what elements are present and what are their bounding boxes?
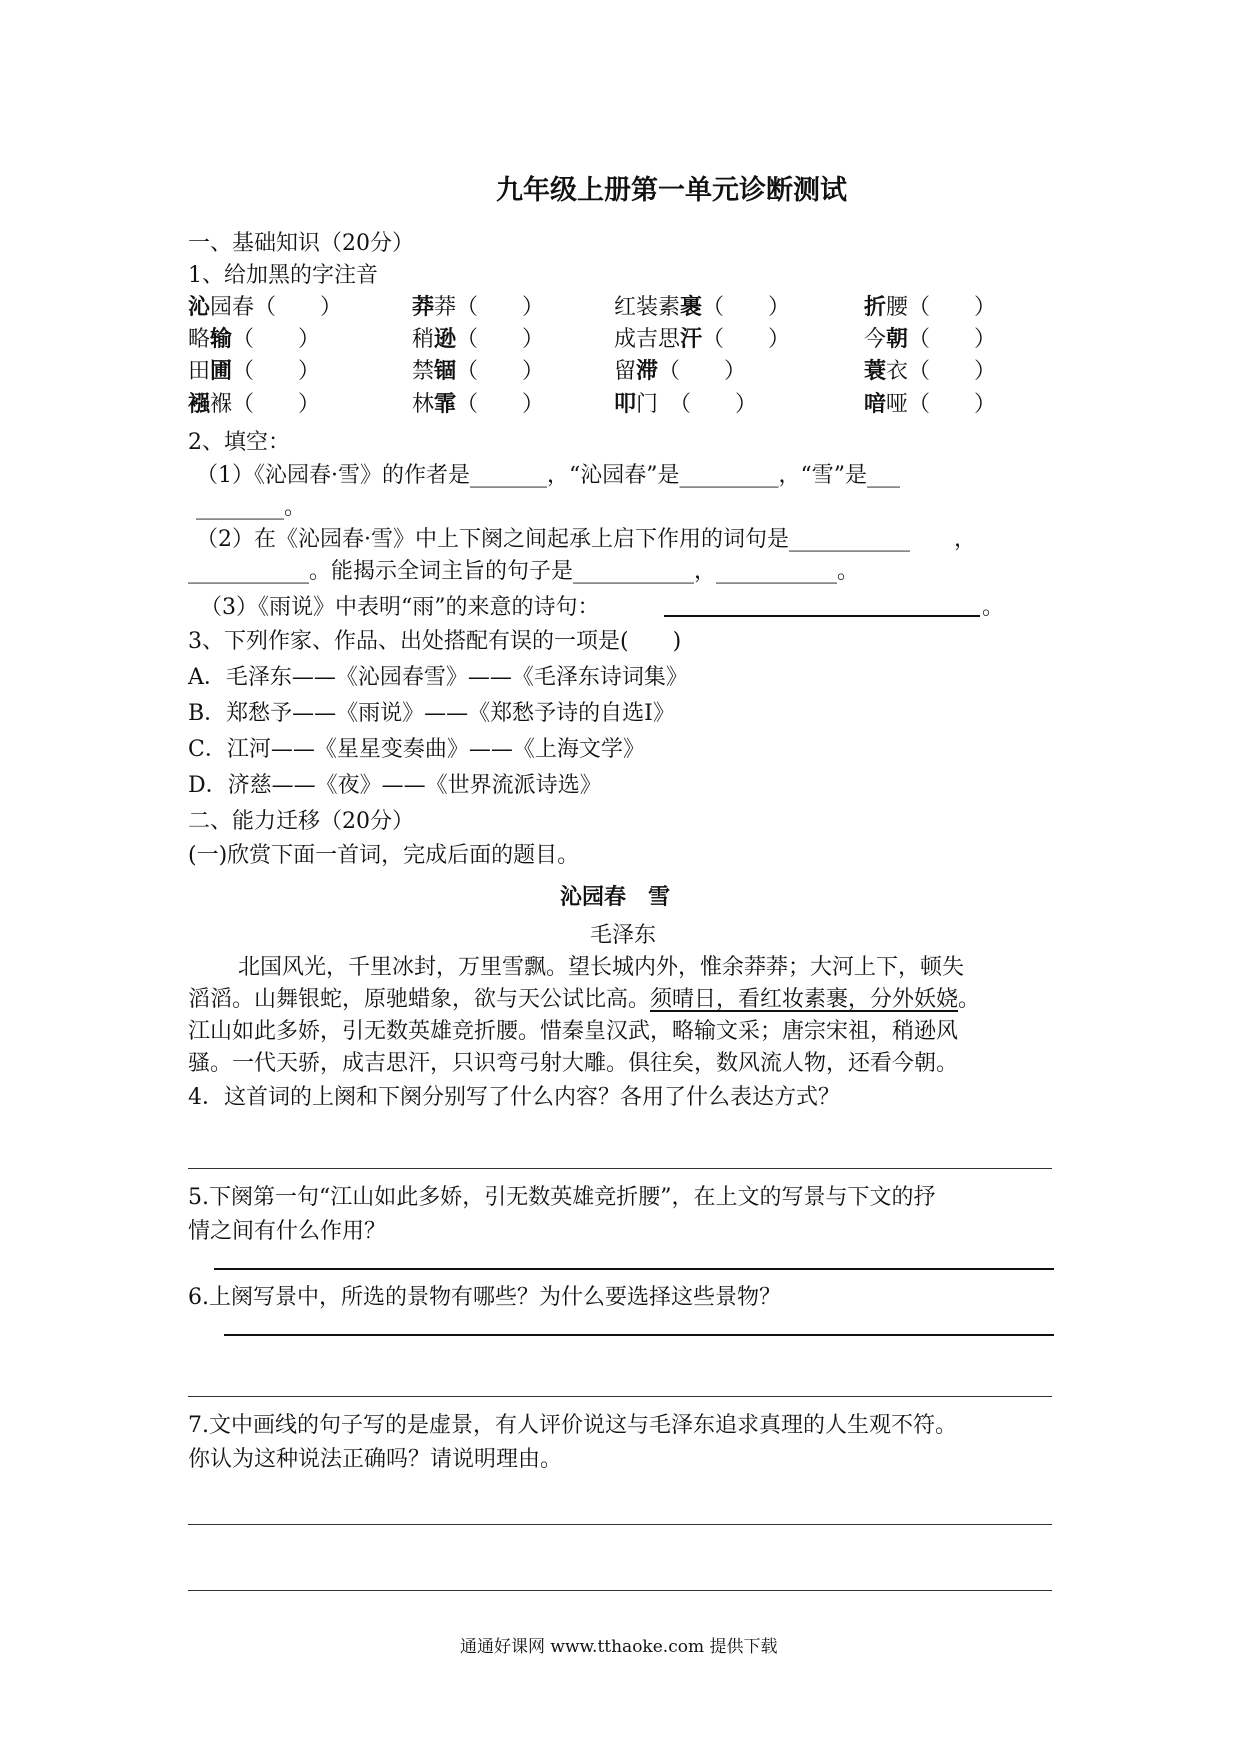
section2-heading: 二、能力迁移（20分）	[188, 809, 414, 834]
underlined-sentence: 须晴日，看红妆素裹，分外妖娆	[650, 987, 959, 1012]
poem-line-2: 滔滔。山舞银蛇，原驰蜡象，欲与天公试比高。须晴日，看红妆素裹，分外妖娆。	[188, 987, 981, 1012]
bold-character: 汗	[680, 326, 703, 352]
q2-line1: （1）《沁园春·雪》的作者是_______，“沁园春”是_________，“雪”是___	[196, 463, 900, 488]
pinyin-item: 莽莽（ ）	[412, 294, 545, 320]
q2-line2: （2）在《沁园春·雪》中上下阕之间起承上启下作用的词句是___________ ，	[196, 527, 976, 552]
bold-character: 喑	[864, 391, 887, 417]
q6-answer-line-1	[224, 1334, 1054, 1336]
bold-character: 逊	[434, 326, 457, 352]
q5-text-line2: 情之间有什么作用？	[188, 1219, 387, 1244]
bold-character: 襁	[188, 391, 211, 417]
pinyin-item: 略输（ ）	[188, 326, 321, 352]
bold-character: 圃	[210, 358, 233, 384]
q4-text: 4．这首词的上阕和下阕分别写了什么内容？各用了什么表达方式？	[188, 1085, 840, 1110]
section1-heading: 一、基础知识（20分）	[188, 231, 414, 256]
q7-text-line1: 7.文中画线的句子写的是虚景，有人评价说这与毛泽东追求真理的人生观不符。	[188, 1413, 957, 1438]
page-title: 九年级上册第一单元诊断测试	[496, 175, 847, 206]
q6-text: 6.上阕写景中，所选的景物有哪些？为什么要选择这些景物？	[188, 1285, 781, 1310]
poem-title: 沁园春 雪	[560, 884, 671, 910]
q1-label: 1、给加黑的字注音	[188, 263, 378, 288]
section2-sub: (一)欣赏下面一首词，完成后面的题目。	[188, 843, 580, 868]
bold-character: 滞	[636, 358, 659, 384]
poem-line-1: 北国风光，千里冰封，万里雪飘。望长城内外，惟余莽莽；大河上下，顿失	[238, 955, 965, 980]
q3-option-c: C．江河——《星星变奏曲》——《上海文学》	[188, 737, 645, 762]
q7-answer-line-2	[188, 1590, 1052, 1591]
poem-author: 毛泽东	[590, 923, 657, 948]
pinyin-item: 禁锢（ ）	[412, 358, 545, 384]
pinyin-item: 留滞（ ）	[614, 358, 747, 384]
q4-answer-line	[188, 1168, 1052, 1169]
pinyin-item: 蓑衣（ ）	[864, 358, 997, 384]
bold-character: 叩	[614, 391, 637, 417]
poem-line-4: 骚。一代天骄，成吉思汗，只识弯弓射大雕。俱往矣，数风流人物，还看今朝。	[188, 1051, 959, 1076]
q3-option-b: B．郑愁予——《雨说》——《郑愁予诗的自选Ⅰ》	[188, 701, 675, 726]
q2-label: 2、填空：	[188, 430, 290, 455]
bold-character: 折	[864, 294, 887, 320]
pinyin-item: 襁褓（ ）	[188, 391, 321, 417]
bold-character: 裹	[680, 294, 703, 320]
bold-character: 锢	[434, 358, 457, 384]
bold-character: 莽	[412, 294, 435, 320]
q2-line3: （3）《雨说》中表明“雨”的来意的诗句：	[200, 595, 600, 620]
pinyin-item: 成吉思汗（ ）	[614, 326, 791, 352]
footer-credit: 通通好课网 www.tthaoke.com 提供下载	[460, 1637, 778, 1657]
pinyin-item: 今朝（ ）	[864, 326, 997, 352]
q7-text-line2: 你认为这种说法正确吗？请说明理由。	[188, 1447, 563, 1472]
q5-answer-line	[214, 1268, 1054, 1270]
pinyin-item: 林霏（ ）	[412, 391, 545, 417]
q2-line2b: ___________。能揭示全词主旨的句子是___________，___________。	[188, 559, 860, 584]
q2-line3-end: 。	[982, 595, 1005, 620]
pinyin-item: 沁园春（ ）	[188, 294, 343, 320]
pinyin-item: 叩门 （ ）	[614, 391, 758, 417]
q2-line1b: ________。	[196, 495, 307, 520]
q3-label: 3、下列作家、作品、出处搭配有误的一项是( )	[188, 629, 682, 654]
q6-answer-line-2	[188, 1396, 1052, 1397]
q3-option-d: D．济慈——《夜》——《世界流派诗选》	[188, 773, 602, 798]
bold-character: 输	[210, 326, 233, 352]
pinyin-item: 折腰（ ）	[864, 294, 997, 320]
poem-line-3: 江山如此多娇，引无数英雄竞折腰。惜秦皇汉武，略输文采；唐宗宋祖，稍逊风	[188, 1019, 959, 1044]
bold-character: 霏	[434, 391, 457, 417]
pinyin-item: 喑哑（ ）	[864, 391, 997, 417]
bold-character: 蓑	[864, 358, 887, 384]
q3-option-a: A．毛泽东——《沁园春雪》——《毛泽东诗词集》	[188, 665, 688, 690]
pinyin-item: 稍逊（ ）	[412, 326, 545, 352]
pinyin-item: 田圃（ ）	[188, 358, 321, 384]
pinyin-item: 红装素裹（ ）	[614, 294, 791, 320]
q5-text-line1: 5.下阕第一句“江山如此多娇，引无数英雄竞折腰”，在上文的写景与下文的抒	[188, 1185, 936, 1210]
bold-character: 朝	[886, 326, 909, 352]
q2-line3-blank	[664, 615, 980, 617]
bold-character: 沁	[188, 294, 211, 320]
q7-answer-line-1	[188, 1524, 1052, 1525]
